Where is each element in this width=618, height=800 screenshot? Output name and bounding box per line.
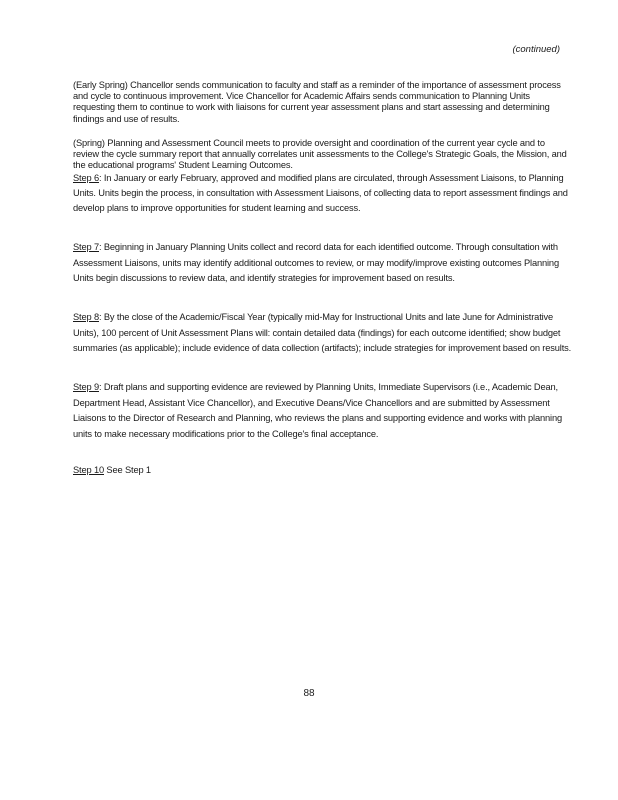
- step-6: [73, 171, 573, 217]
- step-separator: :: [98, 382, 102, 392]
- step-7: [73, 240, 573, 287]
- step-8: [73, 310, 573, 357]
- step-10: [73, 463, 573, 479]
- paragraph-spring: [73, 138, 573, 172]
- step-label: Step 6: [73, 173, 99, 183]
- step-separator: :: [98, 173, 102, 183]
- step-separator: :: [98, 312, 102, 322]
- step-text: Beginning in January Planning Units collect and record data for each identified outcome. Through consultation with Assessment Liaisons, units may identify additional outcomes to review, or may modify/improve existing outcomes Planning Units begin discussions to review data, and identify strategies for improvement based on results.: [73, 242, 559, 284]
- step-text: Draft plans and supporting evidence are reviewed by Planning Units, Immediate Supervisors (i.e., Academic Dean, Department Head, Assistant Vice Chancellor), and Executive Deans/Vice Chancellors and are submitted by Assessment Liaisons to the Director of Research and Planning, who reviews the plans and supporting evidence and works with planning units to make necessary modifications prior to the College's final acceptance.: [73, 382, 562, 439]
- step-label: Step 8: [73, 312, 99, 322]
- step-label: Step 10: [73, 465, 104, 475]
- step-separator: :: [98, 242, 102, 252]
- step-text: By the close of the Academic/Fiscal Year (typically mid-May for Instructional Units and late June for Administrative Units), 100 percent of Unit Assessment Plans will: contain detailed data (findings) for each outcome identified; show budget summaries (as applicable); include evidence of data collection (artifacts); include strategies for improvement based on results.: [73, 312, 572, 354]
- step-text: See Step 1: [104, 465, 151, 475]
- paragraph-text: (Early Spring) Chancellor sends communication to faculty and staff as a reminder of the importance of assessment process and cycle to continuous improvement. Vice Chancellor for Academic Affairs sends communication to Planning Units requesting them to continue to work with liaisons for current year assessment plans and start assessing and determining findings and use of results.: [73, 80, 561, 124]
- step-label: Step 7: [73, 242, 99, 252]
- paragraph-early-spring: [73, 80, 573, 125]
- step-label: Step 9: [73, 382, 99, 392]
- step-text: In January or early February, approved and modified plans are circulated, through Assessment Liaisons, to Planning Units. Units begin the process, in consultation with Assessment Liaisons, of collecting data to report assessment findings and develop plans to improve opportunities for student learning and success.: [73, 173, 568, 214]
- continued-note: (continued): [512, 44, 560, 55]
- step-9: [73, 380, 573, 442]
- paragraph-text: (Spring) Planning and Assessment Council meets to provide oversight and coordination of the current year cycle and to review the cycle summary report that annually correlates unit assessments to the College's Strategic Goals, the Mission, and the educational programs' Student Learning Outcomes.: [73, 138, 567, 171]
- page-number: 88: [303, 688, 315, 699]
